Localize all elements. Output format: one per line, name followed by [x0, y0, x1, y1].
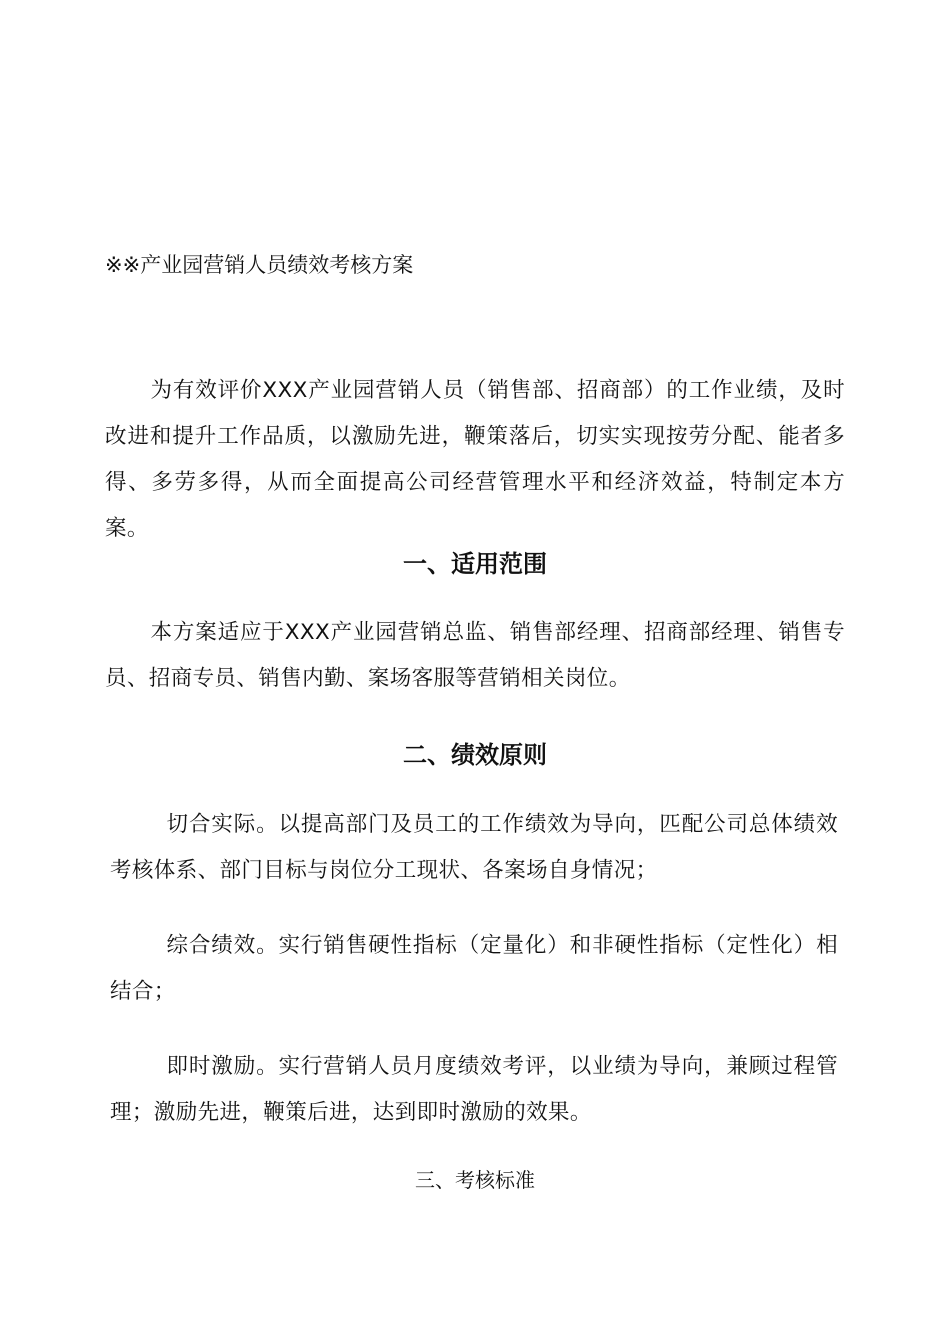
- section-heading-standards: 三、考核标准: [415, 1168, 535, 1192]
- document-title: ※※产业园营销人员绩效考核方案: [105, 253, 414, 277]
- principle-text-incentive: 即时激励。实行营销人员月度绩效考评，以业绩为导向，兼顾过程管理；激励先进，鞭策后进，达到即时激励的效果。: [110, 1054, 838, 1125]
- principle-text-comprehensive: 综合绩效。实行销售硬性指标（定量化）和非硬性指标（定性化）相结合；: [110, 933, 838, 1004]
- section-heading-scope: 一、适用范围: [403, 550, 547, 578]
- principle-paragraph-practical: [110, 802, 838, 894]
- intro-text: 为有效评价XXX产业园营销人员（销售部、招商部）的工作业绩，及时改进和提升工作品质，以激励先进，鞭策落后，切实实现按劳分配、能者多得、多劳多得，从而全面提高公司经营管理水平和经济效益，特制定本方案。: [105, 378, 845, 541]
- section-heading-principles: 二、绩效原则: [403, 741, 547, 769]
- principle-paragraph-comprehensive: [110, 923, 838, 1015]
- scope-paragraph: [105, 610, 845, 702]
- principle-paragraph-incentive: [110, 1044, 838, 1136]
- scope-text: 本方案适应于XXX产业园营销总监、销售部经理、招商部经理、销售专员、招商专员、销售内勤、案场客服等营销相关岗位。: [105, 620, 845, 691]
- intro-paragraph: [105, 368, 845, 552]
- principle-text-practical: 切合实际。以提高部门及员工的工作绩效为导向，匹配公司总体绩效考核体系、部门目标与岗位分工现状、各案场自身情况；: [110, 812, 838, 883]
